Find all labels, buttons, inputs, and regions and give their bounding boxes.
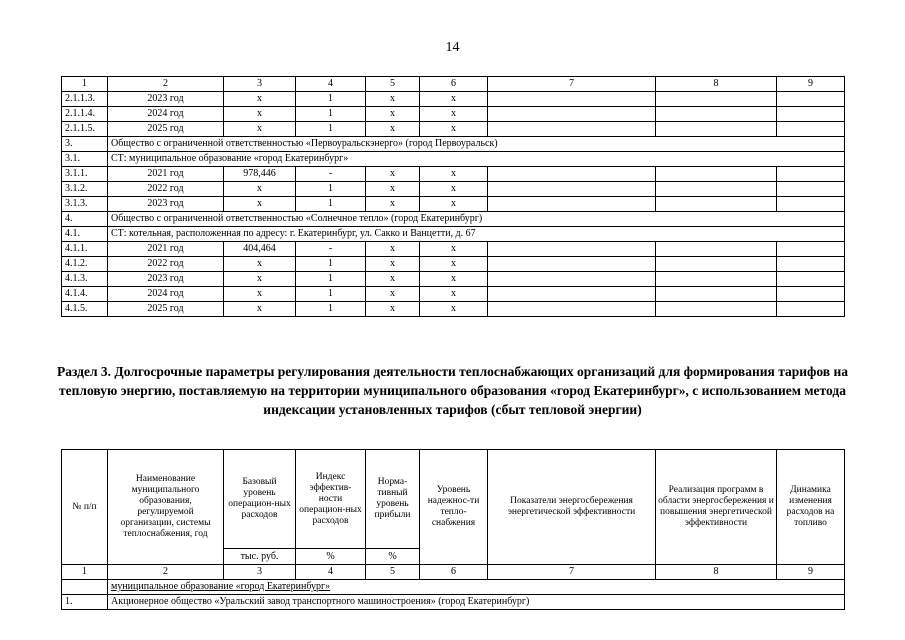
group-title-cell: Общество с ограниченной ответственностью «Первоуральскэнерго» (город Первоуральск): [108, 137, 845, 152]
value-cell: [777, 167, 845, 182]
value-cell: [777, 122, 845, 137]
header-cell: 8: [656, 77, 777, 92]
group-title-cell: Общество с ограниченной ответственностью «Солнечное тепло» (город Екатеринбург): [108, 212, 845, 227]
row-number-cell: 4.1.4.: [62, 287, 108, 302]
column-number-cell: 3: [224, 565, 296, 580]
value-cell: [488, 257, 656, 272]
group-row: [62, 152, 845, 167]
value-cell: x: [224, 257, 296, 272]
row-number-cell: 4.1.1.: [62, 242, 108, 257]
value-cell: 978,446: [224, 167, 296, 182]
table-row: [62, 272, 845, 287]
value-cell: 1: [296, 287, 366, 302]
table-row: [62, 122, 845, 137]
group-row: [62, 137, 845, 152]
value-cell: [656, 122, 777, 137]
value-cell: 2021 год: [108, 242, 224, 257]
value-cell: [488, 242, 656, 257]
value-cell: [777, 197, 845, 212]
value-cell: x: [224, 197, 296, 212]
value-cell: 2024 год: [108, 107, 224, 122]
value-cell: [488, 92, 656, 107]
header-cell: 7: [488, 77, 656, 92]
header-cell: 5: [366, 77, 420, 92]
row-number-cell: 4.: [62, 212, 108, 227]
column-number-cell: 6: [420, 565, 488, 580]
header-cell: 2: [108, 77, 224, 92]
table-row: [62, 302, 845, 317]
row-number-cell: 1.: [62, 595, 108, 610]
header-cell-energy-saving: Показатели энергосбережения энергетической эффективности: [488, 450, 656, 565]
value-cell: [777, 182, 845, 197]
value-cell: 1: [296, 107, 366, 122]
value-cell: x: [366, 122, 420, 137]
value-cell: -: [296, 242, 366, 257]
row-number-cell: 4.1.: [62, 227, 108, 242]
value-cell: [777, 242, 845, 257]
row-number-cell: 3.1.1.: [62, 167, 108, 182]
value-cell: 1: [296, 272, 366, 287]
row-number-cell: 4.1.3.: [62, 272, 108, 287]
value-cell: x: [420, 302, 488, 317]
value-cell: x: [224, 182, 296, 197]
value-cell: [656, 107, 777, 122]
unit-cell: %: [366, 549, 420, 565]
value-cell: -: [296, 167, 366, 182]
value-cell: x: [420, 167, 488, 182]
value-cell: x: [420, 272, 488, 287]
value-cell: x: [224, 122, 296, 137]
unit-cell: %: [296, 549, 366, 565]
value-cell: [488, 272, 656, 287]
value-cell: [777, 272, 845, 287]
value-cell: 1: [296, 122, 366, 137]
value-cell: 2023 год: [108, 272, 224, 287]
value-cell: x: [420, 107, 488, 122]
row-number-cell: 4.1.2.: [62, 257, 108, 272]
value-cell: [777, 287, 845, 302]
header-cell-base-opex: Базовый уровень операцион-ных расходов: [224, 450, 296, 549]
value-cell: x: [420, 257, 488, 272]
value-cell: [488, 197, 656, 212]
value-cell: x: [420, 122, 488, 137]
table-row: [62, 107, 845, 122]
value-cell: x: [420, 197, 488, 212]
column-number-cell: 5: [366, 565, 420, 580]
continuation-table: [61, 76, 845, 317]
column-number-cell: 7: [488, 565, 656, 580]
row-number-cell: 4.1.5.: [62, 302, 108, 317]
unit-cell: тыс. руб.: [224, 549, 296, 565]
header-cell: 6: [420, 77, 488, 92]
header-cell-programs: Реализация программ в области энергосбережения и повышения энергетической эффективности: [656, 450, 777, 565]
value-cell: x: [224, 272, 296, 287]
column-number-cell: 8: [656, 565, 777, 580]
column-number-cell: 9: [777, 565, 845, 580]
value-cell: [488, 122, 656, 137]
value-cell: x: [366, 182, 420, 197]
value-cell: x: [366, 257, 420, 272]
value-cell: 1: [296, 92, 366, 107]
value-cell: [777, 302, 845, 317]
header-cell-name: Наименование муниципального образования, регулируемой организации, системы теплоснабжения, год: [108, 450, 224, 565]
value-cell: [656, 182, 777, 197]
group-row: [62, 212, 845, 227]
value-cell: x: [366, 302, 420, 317]
row-number-cell: 3.1.2.: [62, 182, 108, 197]
value-cell: 2025 год: [108, 122, 224, 137]
value-cell: 1: [296, 182, 366, 197]
value-cell: [488, 182, 656, 197]
group-row: [62, 227, 845, 242]
table-row: [62, 182, 845, 197]
value-cell: x: [366, 287, 420, 302]
row-number-cell: [62, 580, 108, 595]
municipality-cell: муниципальное образование «город Екатеринбург»: [108, 580, 845, 595]
value-cell: [656, 92, 777, 107]
column-number-cell: 2: [108, 565, 224, 580]
group-title-cell: СТ: котельная, расположенная по адресу: г. Екатеринбург, ул. Сакко и Ванцетти, д. 67: [108, 227, 845, 242]
value-cell: [656, 287, 777, 302]
value-cell: x: [366, 197, 420, 212]
column-number-cell: 4: [296, 565, 366, 580]
value-cell: [777, 257, 845, 272]
row-number-cell: 3.1.: [62, 152, 108, 167]
row-number-cell: 3.: [62, 137, 108, 152]
value-cell: [656, 257, 777, 272]
row-number-cell: 2.1.1.4.: [62, 107, 108, 122]
value-cell: x: [366, 242, 420, 257]
value-cell: x: [420, 182, 488, 197]
row-number-cell: 2.1.1.3.: [62, 92, 108, 107]
header-cell: 4: [296, 77, 366, 92]
value-cell: x: [366, 167, 420, 182]
value-cell: 2024 год: [108, 287, 224, 302]
table-row: [62, 197, 845, 212]
value-cell: [777, 107, 845, 122]
value-cell: 1: [296, 197, 366, 212]
value-cell: 2021 год: [108, 167, 224, 182]
organization-cell: Акционерное общество «Уральский завод транспортного машиностроения» (город Екатеринбург): [108, 595, 845, 610]
value-cell: [656, 242, 777, 257]
value-cell: [488, 287, 656, 302]
value-cell: [656, 272, 777, 287]
value-cell: 2022 год: [108, 182, 224, 197]
row-number-cell: 2.1.1.5.: [62, 122, 108, 137]
table-row: [62, 287, 845, 302]
value-cell: x: [366, 92, 420, 107]
value-cell: x: [224, 107, 296, 122]
section-title: Раздел 3. Долгосрочные параметры регулирования деятельности теплоснабжающих организаций для формирования тарифов на тепловую энергию, поставляемую на территории муниципального образования «город Екатеринбург», с использованием метода индексации установленных тарифов (сбыт тепловой энергии): [56, 364, 848, 417]
value-cell: [488, 302, 656, 317]
section-3-table: [61, 449, 845, 610]
value-cell: x: [224, 287, 296, 302]
header-cell-number: № п/п: [62, 450, 108, 565]
row-number-cell: 3.1.3.: [62, 197, 108, 212]
header-cell-reliability: Уровень надежнос-ти тепло-снабжения: [420, 450, 488, 565]
value-cell: 1: [296, 257, 366, 272]
table-row: [62, 92, 845, 107]
table-row: [62, 167, 845, 182]
value-cell: x: [420, 287, 488, 302]
header-cell-efficiency-index: Индекс эффектив-ности операцион-ных расходов: [296, 450, 366, 549]
table-row: [62, 242, 845, 257]
value-cell: 2023 год: [108, 92, 224, 107]
value-cell: x: [366, 107, 420, 122]
value-cell: 1: [296, 302, 366, 317]
header-cell: 3: [224, 77, 296, 92]
value-cell: x: [420, 92, 488, 107]
group-title-cell: СТ: муниципальное образование «город Екатеринбург»: [108, 152, 845, 167]
value-cell: x: [420, 242, 488, 257]
value-cell: x: [224, 92, 296, 107]
header-cell: 1: [62, 77, 108, 92]
header-cell-fuel-dynamics: Динамика изменения расходов на топливо: [777, 450, 845, 565]
value-cell: [488, 107, 656, 122]
value-cell: 2023 год: [108, 197, 224, 212]
value-cell: [656, 302, 777, 317]
page-number: 14: [445, 40, 460, 55]
column-number-cell: 1: [62, 565, 108, 580]
value-cell: [656, 197, 777, 212]
header-cell-profit-level: Норма-тивный уровень прибыли: [366, 450, 420, 549]
value-cell: 2022 год: [108, 257, 224, 272]
value-cell: x: [366, 272, 420, 287]
header-cell: 9: [777, 77, 845, 92]
value-cell: 2025 год: [108, 302, 224, 317]
header-row: [62, 77, 845, 92]
value-cell: x: [224, 302, 296, 317]
value-cell: 404,464: [224, 242, 296, 257]
value-cell: [777, 92, 845, 107]
table-row: [62, 257, 845, 272]
value-cell: [488, 167, 656, 182]
value-cell: [656, 167, 777, 182]
